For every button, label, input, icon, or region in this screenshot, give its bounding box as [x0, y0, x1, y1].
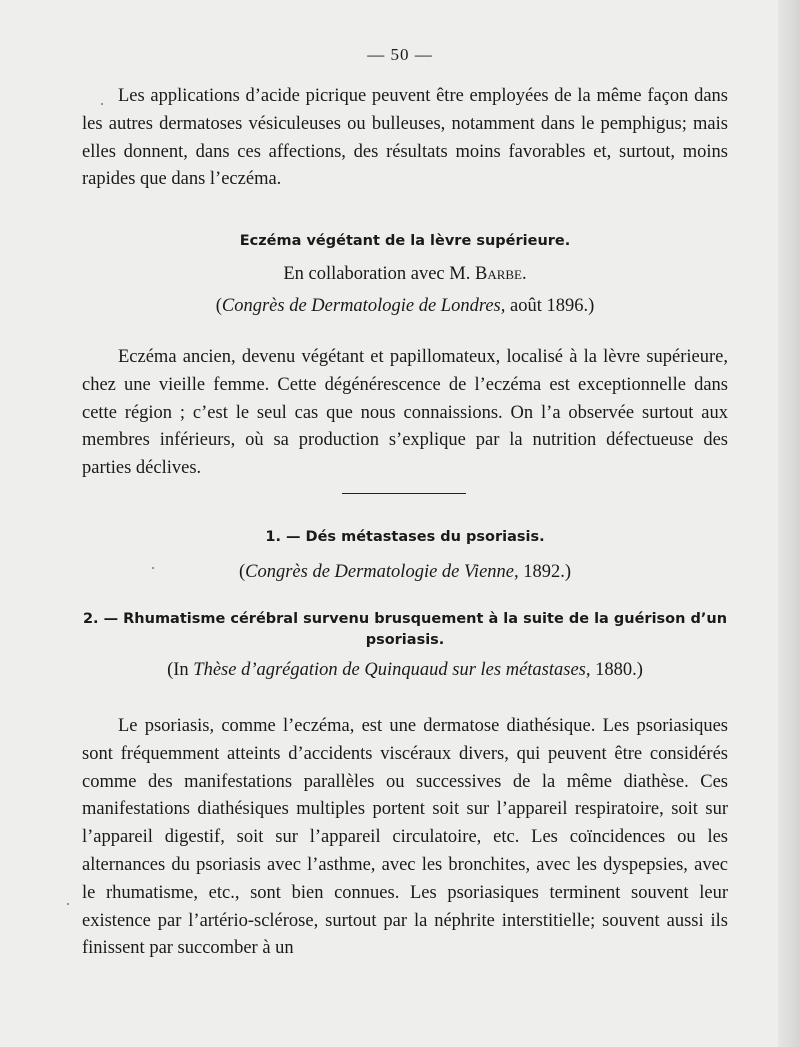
collaboration-line [82, 262, 728, 286]
citation-title: Thèse d’agrégation de Quinquaud sur les métastases, [193, 660, 591, 680]
citation-open: ( [215, 296, 222, 316]
collaboration-prefix: En collaboration avec M. [283, 264, 471, 284]
citation-these [82, 658, 728, 682]
citation-date: 1892.) [518, 562, 572, 582]
section-divider [342, 493, 466, 494]
section-title-rhumatisme: 2. — Rhumatisme cérébral survenu brusquement à la suite de la guérison d’un psoriasis. [82, 611, 728, 648]
citation-date: août 1896.) [505, 296, 595, 316]
collaborator-name: Barbe. [474, 264, 527, 284]
intro-paragraph: Les applications d’acide picrique peuvent être employées de la même façon dans les autres dermatoses vésiculeuses ou bulleuses, notamment dans le pemphigus; mais elles donnent, dans ces affections, des résultats moins favorables et, surtout, moins rapides que dans l’eczéma. [82, 86, 728, 190]
citation-london [82, 294, 728, 318]
citation-title: Congrès de Dermatologie de Vienne, [245, 562, 519, 582]
paper-speck [67, 903, 69, 905]
page-edge-shadow [778, 0, 800, 1047]
citation-vienna [82, 560, 728, 584]
citation-title: Congrès de Dermatologie de Londres, [221, 296, 506, 316]
eczema-paragraph: Eczéma ancien, devenu végétant et papillomateux, localisé à la lèvre supérieure, chez une vieille femme. Cette dégénérescence de l’eczéma est exceptionnelle dans cette région ; c’est le seul cas que nous connaissions. On l’a observée surtout aux membres inférieurs, où sa production s’explique par la nutrition défectueuse des parties déclives. [82, 347, 728, 479]
citation-open: ( [238, 562, 246, 582]
paper-speck [101, 103, 103, 105]
paper-speck [152, 567, 154, 569]
page-number: — 50 — [367, 45, 433, 64]
citation-date: 1880.) [590, 660, 643, 680]
section-title-metastases: 1. — Dés métastases du psoriasis. [265, 529, 545, 545]
citation-open: (In [167, 660, 194, 680]
section-title-eczema: Eczéma végétant de la lèvre supérieure. [239, 233, 571, 249]
psoriasis-paragraph: Le psoriasis, comme l’eczéma, est une dermatose diathésique. Les psoriasiques sont fréquemment atteints d’accidents viscéraux divers, qui peuvent être considérés comme des manifestations parallèles ou successives de la même diathèse. Ces manifestations diathésiques multiples portent soit sur l’appareil respiratoire, soit sur l’appareil digestif, soit sur l’appareil circulatoire, etc. Les coïncidences ou les alternances du psoriasis avec l’asthme, avec les bronchites, avec les dyspepsies, avec le rhumatisme, etc., sont bien connues. Les psoriasiques terminent souvent leur existence par l’artério-sclérose, surtout par la néphrite interstitielle; souvent aussi ils finissent par succomber à un [82, 716, 728, 959]
